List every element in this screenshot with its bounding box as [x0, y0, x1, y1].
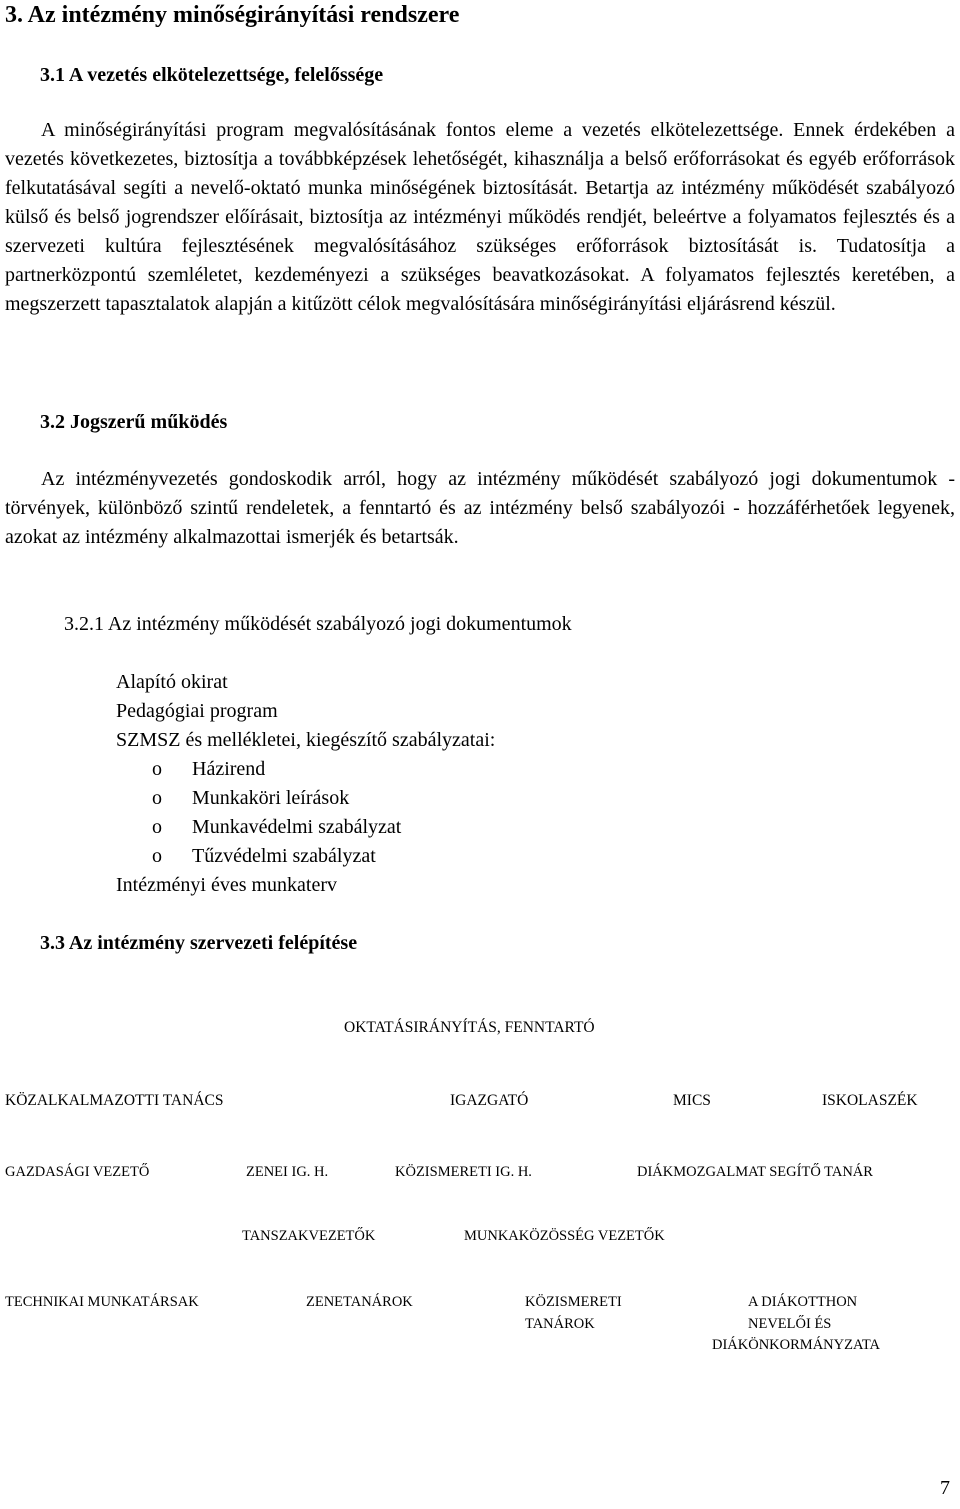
- section-3-1-heading: 3.1 A vezetés elkötelezettsége, felelőssége: [40, 64, 384, 86]
- org-department-heads: TANSZAKVEZETŐK: [242, 1228, 376, 1244]
- doc-item-founding-charter: Alapító okirat: [116, 671, 228, 693]
- list-bullet: o: [152, 816, 162, 838]
- list-bullet: o: [152, 787, 162, 809]
- org-music-teachers: ZENETANÁROK: [306, 1294, 413, 1310]
- org-director: IGAZGATÓ: [450, 1092, 529, 1109]
- org-technical-staff: TECHNIKAI MUNKATÁRSAK: [5, 1294, 199, 1310]
- doc-item-szmsz: SZMSZ és mellékletei, kiegészítő szabályzatai:: [116, 729, 496, 751]
- sub-doc-item: Munkavédelmi szabályzat: [192, 816, 402, 838]
- org-working-group-leaders: MUNKAKÖZÖSSÉG VEZETŐK: [464, 1228, 665, 1244]
- org-mics: MICS: [673, 1092, 711, 1109]
- org-student-council: DIÁKÖNKORMÁNYZATA: [712, 1337, 880, 1353]
- section-3-heading: 3. Az intézmény minőségirányítási rendszere: [5, 2, 460, 28]
- org-student-movement-teacher: DIÁKMOZGALMAT SEGÍTŐ TANÁR: [637, 1164, 873, 1180]
- org-public-employees-council: KÖZALKALMAZOTTI TANÁCS: [5, 1092, 224, 1109]
- sub-doc-item: Házirend: [192, 758, 266, 780]
- org-general-teachers-line2: TANÁROK: [525, 1316, 595, 1332]
- org-general-deputy: KÖZISMERETI IG. H.: [395, 1164, 532, 1180]
- section-3-2-1-heading: 3.2.1 Az intézmény működését szabályozó jogi dokumentumok: [64, 613, 572, 635]
- sub-doc-item: Munkaköri leírások: [192, 787, 350, 809]
- org-music-deputy: ZENEI IG. H.: [246, 1164, 329, 1180]
- section-3-1-paragraph: A minőségirányítási program megvalósításának fontos eleme a vezetés elkötelezettsége. Ennek érdekében a vezetés következetes, biztosítja a továbbképzések lehetőségét, kihasználja a belső erőforrásokat és egyéb erőforrások felkutatásával segíti a nevelő-oktató munka minőségének biztosítását. Betartja az intézmény működését szabályozó külső és belső jogrendszer előírásait, biztosítja az intézményi működés rendjét, beleértve a folyamatos fejlesztés és a szervezeti kultúra fejlesztésének megvalósításához szükséges erőforrások biztosítását is. Tudatosítja a partnerközpontú szemléletet, kezdeményezi a szükséges beavatkozásokat. A folyamatos fejlesztés keretében, a megszerzett tapasztalatok alapján a kitűzött célok megvalósítására minőségirányítási eljárásrend készül.: [5, 119, 955, 315]
- org-dormitory-line1: A DIÁKOTTHON: [748, 1294, 858, 1310]
- section-3-2-paragraph: Az intézményvezetés gondoskodik arról, hogy az intézmény működését szabályozó jogi dokumentumok - törvények, különböző szintű rendeletek, a fenntartó és az intézmény belső szabályozói - hozzáférhetőek legyenek, azokat az intézmény alkalmazottai ismerjék és betartsák.: [5, 468, 955, 548]
- org-level1-oversight: OKTATÁSIRÁNYÍTÁS, FENNTARTÓ: [344, 1019, 595, 1036]
- org-school-board: ISKOLASZÉK: [822, 1092, 918, 1109]
- list-bullet: o: [152, 845, 162, 867]
- doc-item-pedagogical-program: Pedagógiai program: [116, 700, 278, 722]
- page-number: 7: [940, 1477, 950, 1499]
- section-3-2-heading: 3.2 Jogszerű működés: [40, 411, 228, 433]
- list-bullet: o: [152, 758, 162, 780]
- doc-item-annual-workplan: Intézményi éves munkaterv: [116, 874, 338, 896]
- org-finance-manager: GAZDASÁGI VEZETŐ: [5, 1164, 150, 1180]
- sub-doc-item: Tűzvédelmi szabályzat: [192, 845, 376, 867]
- org-general-teachers-line1: KÖZISMERETI: [525, 1294, 622, 1310]
- section-3-3-heading: 3.3 Az intézmény szervezeti felépítése: [40, 932, 358, 954]
- org-dormitory-line2: NEVELŐI ÉS: [748, 1316, 832, 1332]
